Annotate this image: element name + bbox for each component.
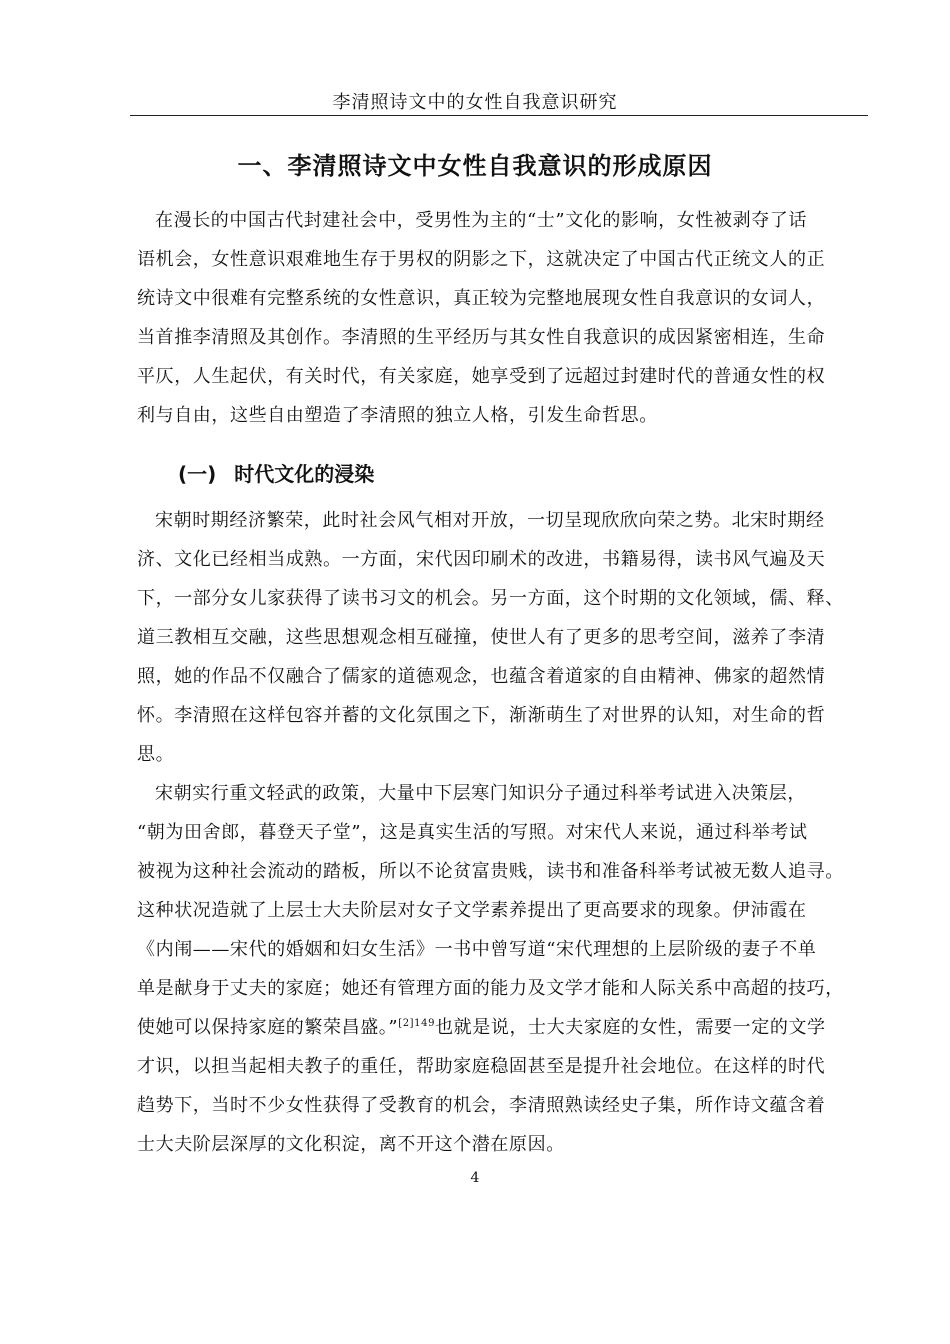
- paragraph-line: 平仄，人生起伏，有关时代，有关家庭，她享受到了远超过封建时代的普通女性的权: [137, 366, 826, 387]
- chapter-title: 一、李清照诗文中女性自我意识的形成原因: [237, 152, 713, 180]
- citation-ref: [2]149: [398, 1018, 436, 1029]
- section-number: (一): [178, 462, 217, 486]
- paragraph-line: 在漫长的中国古代封建社会中，受男性为主的“士”文化的影响，女性被剥夺了话: [155, 210, 808, 231]
- paragraph-line: 当首推李清照及其创作。李清照的生平经历与其女性自我意识的成因紧密相连，生命: [137, 327, 826, 348]
- paragraph-line: 单是献身于丈夫的家庭；她还有管理方面的能力及文学才能和人际关系中高超的技巧，: [137, 978, 844, 999]
- paragraph-line: 才识，以担当起相夫教子的重任，帮助家庭稳固甚至是提升社会地位。在这样的时代: [137, 1056, 826, 1077]
- paragraph-line: 士大夫阶层深厚的文化积淀，离不开这个潜在原因。: [137, 1134, 565, 1155]
- line-text: 使她可以保持家庭的繁荣昌盛。”: [137, 1017, 399, 1038]
- running-header: 李清照诗文中的女性自我意识研究: [332, 92, 618, 113]
- paragraph-line: 思。: [137, 744, 175, 765]
- section-title: 时代文化的浸染: [234, 462, 375, 486]
- paragraph-line: 这种状况造就了上层士大夫阶层对女子文学素养提出了更高要求的现象。伊沛霞在: [137, 900, 807, 921]
- paragraph-line: 利与自由，这些自由塑造了李清照的独立人格，引发生命哲思。: [137, 405, 658, 426]
- header-rule: [130, 115, 868, 116]
- paragraph-line: 被视为这种社会流动的踏板，所以不论贫富贵贱，读书和准备科举考试被无数人追寻。: [137, 861, 844, 882]
- line-text: 也就是说，士大夫家庭的女性，需要一定的文学: [435, 1017, 826, 1038]
- paragraph-line: 宋朝实行重文轻武的政策，大量中下层寒门知识分子通过科举考试进入决策层，: [155, 783, 806, 804]
- page-number: 4: [470, 1170, 480, 1186]
- paragraph-line: 下，一部分女儿家获得了读书习文的机会。另一方面，这个时期的文化领域，儒、释、: [137, 588, 844, 609]
- section-heading: [178, 458, 374, 487]
- paragraph-line: 怀。李清照在这样包容并蓄的文化氛围之下，渐渐萌生了对世界的认知，对生命的哲: [137, 705, 826, 726]
- paragraph-line: 济、文化已经相当成熟。一方面，宋代因印刷术的改进，书籍易得，读书风气遍及天: [137, 549, 826, 570]
- paragraph-line: 语机会，女性意识艰难地生存于男权的阴影之下，这就决定了中国古代正统文人的正: [137, 249, 826, 270]
- paragraph-line: 道三教相互交融，这些思想观念相互碰撞，使世人有了更多的思考空间，滋养了李清: [137, 627, 826, 648]
- paragraph-line: 宋朝时期经济繁荣，此时社会风气相对开放，一切呈现欣欣向荣之势。北宋时期经: [155, 510, 825, 531]
- paragraph-line: 统诗文中很难有完整系统的女性意识，真正较为完整地展现女性自我意识的女词人，: [137, 288, 826, 309]
- paragraph-line: 趋势下，当时不少女性获得了受教育的机会，李清照熟读经史子集，所作诗文蕴含着: [137, 1095, 826, 1116]
- paragraph-line-with-citation: [137, 1016, 826, 1040]
- paragraph-line: 《内闱——宋代的婚姻和妇女生活》一书中曾写道“宋代理想的上层阶级的妻子不单: [137, 939, 817, 960]
- paragraph-line: 照，她的作品不仅融合了儒家的道德观念，也蕴含着道家的自由精神、佛家的超然情: [137, 666, 826, 687]
- paragraph-line: “朝为田舍郎，暮登天子堂”，这是真实生活的写照。对宋代人来说，通过科举考试: [137, 822, 808, 843]
